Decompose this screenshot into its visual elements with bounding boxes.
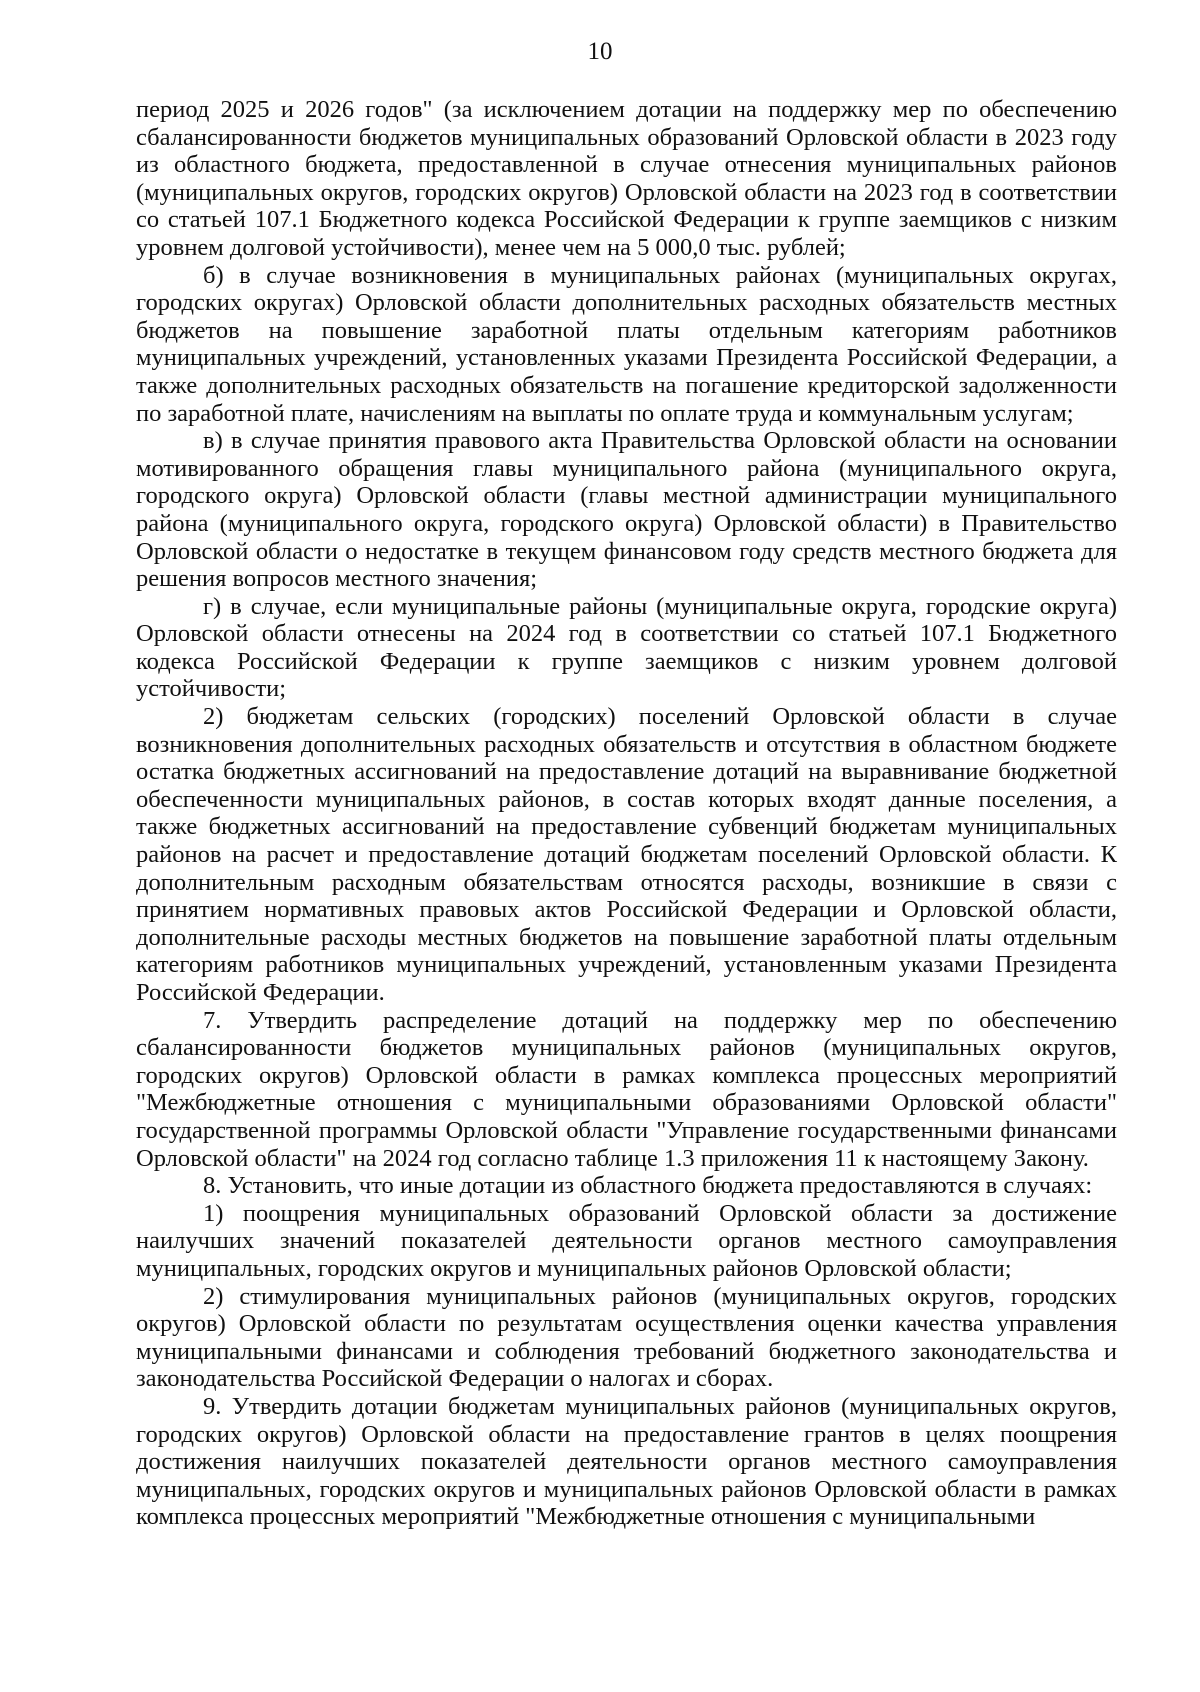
paragraph-item-g: г) в случае, если муниципальные районы (муниципальные округа, городские округа) Орловской области отнесены на 2024 год в соответствии со статьей 107.1 Бюджетного кодекса Российской Федерации к группе заемщиков с низким уровнем долговой устойчивости; — [136, 592, 1117, 703]
paragraph-section-8-item-1: 1) поощрения муниципальных образований Орловской области за достижение наилучших значений показателей деятельности органов местного самоуправления муниципальных, городских округов и муниципальных районов Орловской области; — [136, 1199, 1117, 1282]
paragraph-continuation: период 2025 и 2026 годов" (за исключением дотации на поддержку мер по обеспечению сбалансированности бюджетов муниципальных образований Орловской области в 2023 году из областного бюджета, предоставленной в случае отнесения муниципальных районов (муниципальных округов, городских округов) Орловской области на 2023 год в соответствии со статьей 107.1 Бюджетного кодекса Российской Федерации к группе заемщиков с низким уровнем долговой устойчивости), менее чем на 5 000,0 тыс. рублей; — [136, 96, 1117, 261]
paragraph-section-7: 7. Утвердить распределение дотаций на поддержку мер по обеспечению сбалансированности бюджетов муниципальных районов (муниципальных округов, городских округов) Орловской области в рамках комплекса процессных мероприятий "Межбюджетные отношения с муниципальными образованиями Орловской области" государственной программы Орловской области "Управление государственными финансами Орловской области" на 2024 год согласно таблице 1.3 приложения 11 к настоящему Закону. — [136, 1006, 1117, 1172]
page-number: 10 — [587, 38, 613, 65]
document-body — [136, 96, 1117, 1531]
paragraph-section-8-item-2: 2) стимулирования муниципальных районов (муниципальных округов, городских округов) Орловской области по результатам осуществления оценки качества управления муниципальными финансами и соблюдения требований бюджетного законодательства и законодательства Российской Федерации о налогах и сборах. — [136, 1282, 1117, 1393]
paragraph-item-v: в) в случае принятия правового акта Правительства Орловской области на основании мотивированного обращения главы муниципального района (муниципального округа, городского округа) Орловской области (главы местной администрации муниципального района (муниципального округа, городского округа) Орловской области) в Правительство Орловской области о недостатке в текущем финансовом году средств местного бюджета для решения вопросов местного значения; — [136, 427, 1117, 593]
paragraph-section-8: 8. Установить, что иные дотации из областного бюджета предоставляются в случаях: — [203, 1172, 1093, 1200]
paragraph-item-2: 2) бюджетам сельских (городских) поселений Орловской области в случае возникновения дополнительных расходных обязательств и отсутствия в областном бюджете остатка бюджетных ассигнований на предоставление дотаций на выравнивание бюджетной обеспеченности муниципальных районов, в состав которых входят данные поселения, а также бюджетных ассигнований на предоставление субвенций бюджетам муниципальных районов на расчет и предоставление дотаций бюджетам поселений Орловской области. К дополнительным расходным обязательствам относятся расходы, возникшие в связи с принятием нормативных правовых актов Российской Федерации и Орловской области, дополнительные расходы местных бюджетов на повышение заработной платы отдельным категориям работников муниципальных учреждений, установленным указами Президента Российской Федерации. — [136, 703, 1117, 1006]
paragraph-item-b: б) в случае возникновения в муниципальных районах (муниципальных округах, городских округах) Орловской области дополнительных расходных обязательств местных бюджетов на повышение заработной платы отдельным категориям работников муниципальных учреждений, установленных указами Президента Российской Федерации, а также дополнительных расходных обязательств на погашение кредиторской задолженности по заработной плате, начислениям на выплаты по оплате труда и коммунальным услугам; — [136, 261, 1117, 427]
paragraph-section-9: 9. Утвердить дотации бюджетам муниципальных районов (муниципальных округов, городских округов) Орловской области на предоставление грантов в целях поощрения достижения наилучших показателей деятельности органов местного самоуправления муниципальных, городских округов и муниципальных районов Орловской области в рамках комплекса процессных мероприятий "Межбюджетные отношения с муниципальными — [136, 1392, 1117, 1531]
